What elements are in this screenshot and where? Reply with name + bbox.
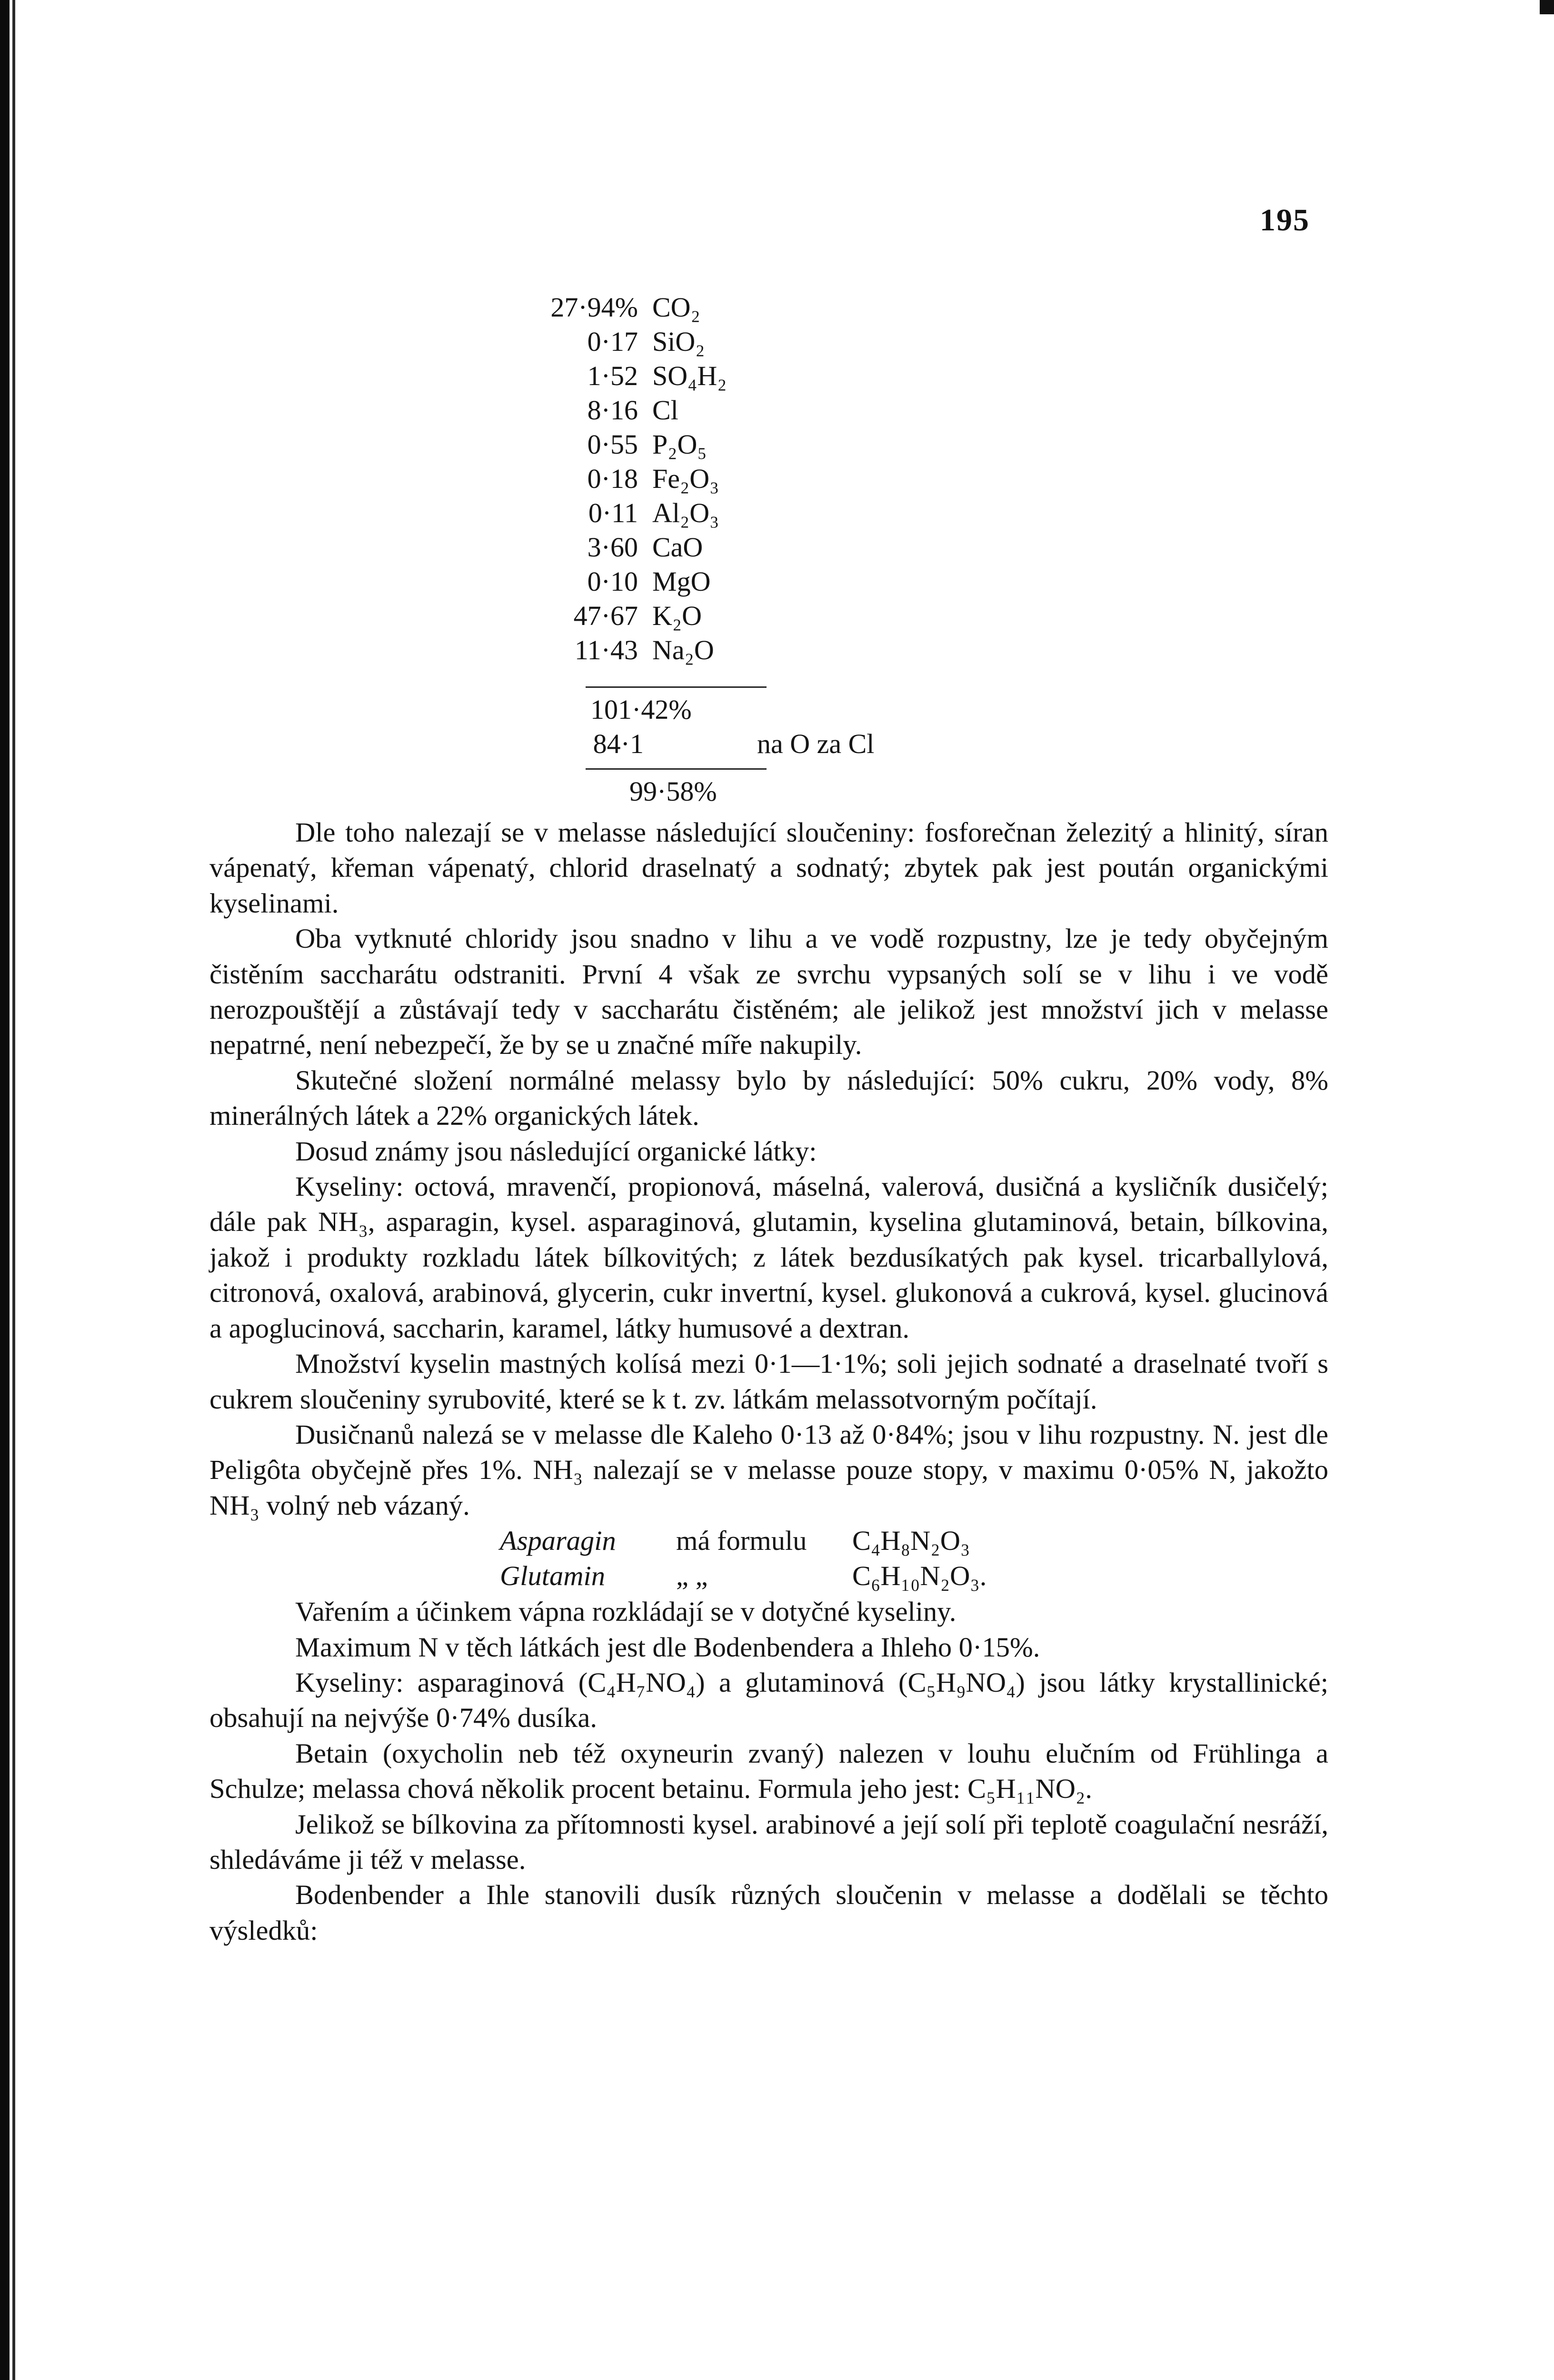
composition-value: 0·18 [587,463,638,494]
final-rule [586,768,767,770]
paragraph: Betain (oxycholin neb též oxyneurin zvaný) nalezen v louhu elučním od Frühlinga a Schulze; melassa chová několik procent betainu. Formula jeho jest: C₅H₁₁NO₂. [209,1737,1328,1805]
paragraph: Bodenbender a Ihle stanovili dusík různých sloučenin v melasse a dodělali se těchto výsledků: [209,1879,1328,1946]
composition-value: 3·60 [587,532,638,563]
composition-compound: MgO [652,566,711,597]
page-edge-shadow [0,0,10,2380]
composition-compound: SO₄H₂ [652,360,727,391]
composition-value: 1·52 [587,360,638,391]
page-number: 195 [1260,203,1310,238]
composition-compound: SiO₂ [652,326,705,357]
paragraph: Množství kyselin mastných kolísá mezi 0·1—1·1%; soli jejich sodnaté a draselnaté tvoří s cukrem sloučeniny syrubovité, které se k t. zv. látkám melassotvorným počítají. [209,1348,1328,1415]
formula-block [209,1523,1328,1594]
composition-compound: Fe₂O₃ [652,463,719,494]
paragraph: Dosud známy jsou následující organické látky: [295,1135,817,1167]
composition-compound: Cl [652,395,678,426]
composition-final: 99·58% [629,776,717,807]
composition-total: 101·42% [590,694,692,725]
composition-value: 27·94% [550,292,638,323]
composition-value: 0·11 [588,497,638,528]
paragraph: Dusičnanů nalezá se v melasse dle Kaleho 0·13 až 0·84%; jsou v lihu rozpustny. N. jest dle Peligôta obyčejně přes 1%. NH₃ nalezají se v melasse pouze stopy, v maximu 0·05% N, jakožto NH₃ volný neb vázaný. [209,1418,1328,1521]
correction-label: na O za Cl [757,728,875,759]
paragraph: Dle toho nalezají se v melasse následující sloučeniny: fosforečnan železitý a hlinitý, síran vápenatý, křeman vápenatý, chlorid draselnatý a sodnatý; zbytek pak jest poután organickými kyselinami. [209,817,1328,919]
composition-value: 8·16 [587,395,638,426]
composition-compound: CO₂ [652,292,700,323]
paragraph: Kyseliny: octová, mravenčí, propionová, máselná, valerová, dusičná a kysličník dusičelý; dále pak NH₃, asparagin, kysel. asparaginová, glutamin, kyselina glutaminová, betain, bílkovina, jakož i produkty rozkladu látek bílkovitých; z látek bezdusíkatých pak kysel. tricarballylová, citronová, oxalová, arabinová, glycerin, cukr invertní, kysel. glukonová a cukrová, kysel. glucinová a apoglucinová, saccharin, karamel, látky humusové a dextran. [209,1171,1328,1344]
body-text [209,815,1328,1948]
paragraph: Oba vytknuté chloridy jsou snadno v lihu a ve vodě rozpustny, lze je tedy obyčejným čistěním saccharátu odstraniti. První 4 však ze svrchu vypsaných solí se v lihu i ve vodě nerozpouštějí a zůstávají tedy v saccharátu čistěném; ale jelikož jest množství jich v melasse nepatrné, není nebezpečí, že by se u značné míře nakupily. [209,923,1328,1061]
composition-value: 0·17 [587,326,638,357]
composition-compound: CaO [652,532,703,563]
composition-value: 0·55 [587,429,638,460]
formula-label: „ „ [676,1560,708,1592]
composition-value: 0·10 [587,566,638,597]
formula-name: Asparagin [500,1525,616,1557]
scan-corner-mark [1540,0,1554,14]
page-edge-shadow-inner [12,0,15,2380]
formula-expression: C₄H₈N₂O₃ [852,1525,970,1557]
composition-compound: Na₂O [652,635,714,665]
paragraph: Maximum N v těch látkách jest dle Bodenbendera a Ihleho 0·15%. [295,1631,1040,1663]
paragraph: Kyseliny: asparaginová (C₄H₇NO₄) a glutaminová (C₅H₉NO₄) jsou látky krystallinické; obsahují na nejvýše 0·74% dusíka. [209,1666,1328,1734]
composition-compound: P₂O₅ [652,429,707,460]
composition-value: 11·43 [574,635,638,665]
paragraph: Skutečné složení normálné melassy bylo by následující: 50% cukru, 20% vody, 8% minerálných látek a 22% organických látek. [209,1064,1328,1131]
sum-rule [586,686,767,688]
formula-name: Glutamin [500,1560,606,1592]
composition-compound: Al₂O₃ [652,497,719,528]
paragraph: Vařením a účinkem vápna rozkládají se v dotyčné kyseliny. [295,1596,956,1627]
formula-expression: C₆H₁₀N₂O₃. [852,1560,987,1592]
composition-compound: K₂O [652,600,702,631]
formula-line [500,1523,970,1558]
formula-line [500,1558,987,1594]
paragraph: Jelikož se bílkovina za přítomnosti kysel. arabinové a její solí při teplotě coagulační nesráží, shledáváme ji též v melasse. [209,1808,1328,1875]
composition-value: 47·67 [573,600,638,631]
formula-label: má formulu [676,1525,807,1557]
